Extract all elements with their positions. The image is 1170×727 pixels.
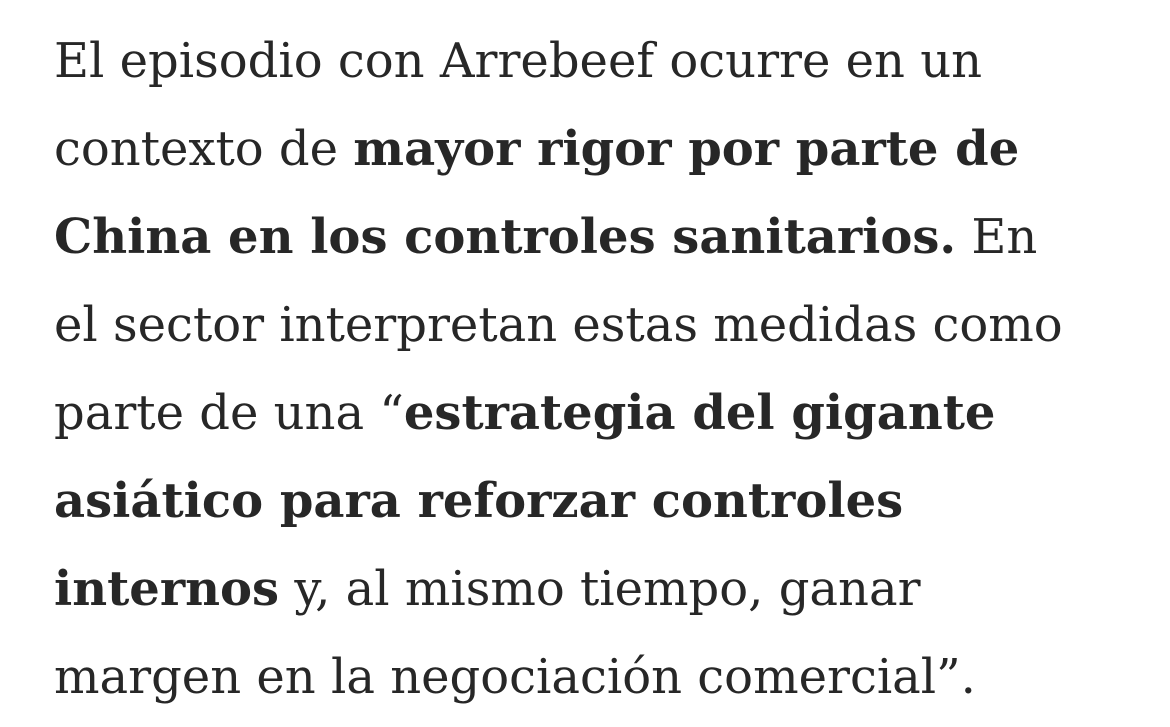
- text-segment: margen en la negociación comercial”.: [54, 649, 976, 705]
- text-segment: contexto de: [54, 121, 354, 177]
- paragraph-line: [54, 633, 1114, 721]
- text-segment: y, al mismo tiempo, ganar: [279, 561, 921, 617]
- text-segment: el sector interpretan estas medidas como: [54, 297, 1063, 353]
- text-segment: El episodio con Arrebeef ocurre en un: [54, 33, 983, 89]
- paragraph-line: [54, 193, 1114, 281]
- paragraph-line: [54, 457, 1114, 545]
- text-segment-bold: mayor rigor por parte de: [353, 121, 1020, 177]
- text-segment-bold: internos: [54, 561, 280, 617]
- paragraph-line: [54, 17, 1114, 105]
- text-segment: parte de una “: [54, 385, 404, 441]
- text-segment-bold: China en los controles sanitarios.: [54, 209, 957, 265]
- paragraph-line: [54, 281, 1114, 369]
- paragraph-line: [54, 545, 1114, 633]
- text-segment: En: [956, 209, 1038, 265]
- text-segment-bold: estrategia del gigante: [403, 385, 996, 441]
- paragraph: [54, 17, 1114, 721]
- paragraph-line: [54, 105, 1114, 193]
- text-segment-bold: asiático para reforzar controles: [54, 473, 904, 529]
- paragraph-line: [54, 369, 1114, 457]
